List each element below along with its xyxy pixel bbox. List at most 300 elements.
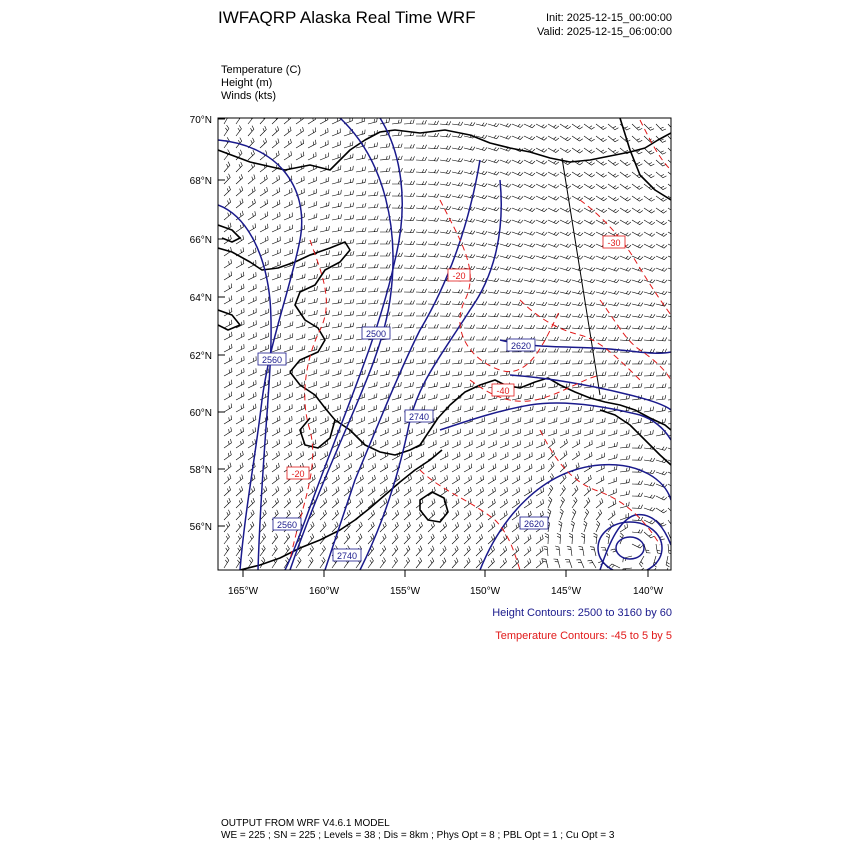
wind-barb (440, 452, 448, 460)
wind-barb (512, 255, 523, 259)
wind-barb (576, 560, 584, 568)
wind-barb (404, 534, 410, 544)
lon-label: 145°W (550, 586, 582, 597)
wind-barb (368, 288, 378, 292)
wind-barb (404, 300, 415, 304)
wind-barb (572, 314, 583, 318)
wind-barb (260, 199, 268, 208)
wind-barb (404, 217, 415, 221)
wind-barb (344, 335, 354, 341)
wind-barb (224, 427, 232, 436)
wind-barb (536, 535, 543, 544)
wind-barb (356, 167, 366, 173)
wind-barb (548, 208, 559, 212)
wind-barb (668, 508, 678, 514)
wind-barb (320, 214, 329, 220)
wind-barb (548, 160, 559, 164)
wind-barb (452, 218, 463, 222)
wind-barb (512, 208, 523, 212)
wind-barb (560, 267, 571, 271)
wind-barb (545, 533, 549, 544)
wind-barb (296, 345, 305, 352)
wind-barb (380, 240, 391, 244)
wind-barb (548, 450, 555, 460)
wind-barb (344, 227, 354, 232)
wind-barb (656, 384, 666, 389)
wind-barb (500, 255, 511, 259)
wind-barb (668, 208, 679, 213)
wind-barb (572, 451, 580, 460)
wind-barb (668, 384, 678, 388)
wind-barb (476, 231, 487, 235)
wind-barb (656, 291, 667, 295)
wind-barb (440, 158, 451, 161)
wind-barb (416, 218, 427, 222)
wind-barb (392, 119, 402, 124)
wind-barb (488, 278, 499, 281)
wind-barb (668, 172, 678, 178)
wind-barb (548, 439, 555, 449)
wind-barb (596, 279, 607, 283)
wind-barb (404, 394, 413, 400)
wind-barb (272, 392, 280, 400)
wind-barb (404, 370, 414, 376)
wind-barb (476, 183, 487, 187)
wind-barb (524, 124, 535, 128)
wind-barb (548, 406, 557, 412)
wind-barb (236, 332, 244, 340)
wind-barb (596, 498, 603, 508)
wind-barb (512, 535, 519, 545)
wind-barb (608, 383, 618, 388)
wind-barb (572, 497, 577, 508)
wind-barb (572, 124, 583, 129)
wind-barb (500, 290, 511, 294)
height-contour-line (360, 180, 501, 570)
wind-barb (548, 255, 559, 259)
wind-barb (308, 274, 317, 280)
wind-barb (536, 172, 547, 176)
wind-barb (656, 232, 667, 236)
wind-barb (224, 557, 229, 568)
wind-barb (596, 291, 607, 295)
wind-barb (320, 202, 329, 208)
wind-barb (464, 243, 475, 247)
wind-barb (596, 196, 607, 201)
lat-label: 56°N (189, 522, 212, 533)
wind-barb (560, 196, 571, 200)
wind-barb (656, 372, 666, 376)
lat-label: 64°N (189, 293, 212, 304)
wind-barb (272, 381, 280, 389)
wind-barb (464, 394, 473, 400)
wind-barb (644, 383, 654, 388)
wind-barb (464, 546, 470, 556)
wind-barb (668, 124, 678, 131)
wind-barb (368, 393, 377, 400)
wind-barb (536, 136, 547, 140)
wind-barb (236, 534, 242, 545)
wind-barb (332, 405, 340, 412)
wind-barb (644, 326, 655, 330)
wind-barb (452, 382, 462, 388)
height-label-box (333, 549, 361, 561)
wind-barb (632, 232, 643, 236)
map-title: IWFAQRP Alaska Real Time WRF (218, 8, 476, 27)
wind-barb (608, 124, 618, 130)
wind-barb (380, 382, 389, 388)
wind-barb (488, 135, 499, 139)
wind-barb (608, 454, 617, 460)
wind-barb (668, 448, 679, 452)
wind-barb (452, 464, 460, 472)
wind-barb (559, 521, 563, 532)
temperature-contour-label: -20 (452, 271, 466, 281)
wind-barb (668, 372, 678, 376)
wind-barb (224, 198, 231, 208)
wind-barb (356, 252, 366, 257)
wind-barb (248, 284, 256, 292)
wind-barb (500, 184, 511, 188)
wind-barb (488, 440, 496, 448)
wind-barb (464, 452, 472, 460)
wind-barb (524, 267, 535, 271)
wind-barb (416, 181, 427, 185)
wind-barb (596, 184, 607, 189)
wind-barb (248, 404, 256, 412)
wind-barb (560, 451, 567, 460)
wind-barb (392, 192, 403, 196)
wind-barb (536, 208, 547, 212)
wind-barb (416, 347, 426, 352)
height-contour-line (325, 160, 480, 570)
wind-barb (260, 212, 268, 220)
wind-barb (476, 302, 487, 306)
wind-barb (512, 243, 523, 247)
wind-barb (356, 534, 362, 544)
wind-barb (260, 138, 267, 148)
wind-barb (224, 392, 232, 400)
wind-barb (668, 268, 679, 272)
wind-barb (500, 243, 511, 247)
wind-barb (476, 348, 486, 352)
wind-barb (488, 464, 496, 472)
wind-barb (428, 289, 439, 293)
wind-barb (596, 476, 604, 484)
wind-barb (416, 193, 427, 197)
wind-barb (524, 394, 534, 400)
model-output-line: OUTPUT FROM WRF V4.6.1 MODEL (221, 818, 390, 829)
field-height-label: Height (m) (221, 77, 273, 89)
wind-barb (356, 522, 362, 532)
lat-label: 60°N (189, 408, 212, 419)
wind-barb (296, 262, 305, 268)
wind-barb (524, 184, 535, 188)
wind-barb (572, 172, 583, 177)
wind-barb (452, 406, 461, 413)
wind-barb (512, 511, 519, 520)
wind-barb (476, 313, 487, 317)
wind-barb (584, 452, 592, 460)
wind-barb (500, 452, 508, 460)
wind-barb (668, 419, 678, 424)
wind-barb (284, 486, 291, 496)
wind-barb (584, 291, 595, 295)
wind-barb (392, 510, 399, 520)
wind-barb (260, 175, 267, 184)
wind-barb (224, 534, 230, 545)
wind-barb (464, 159, 475, 163)
wind-barb (284, 188, 292, 196)
wind-barb (488, 290, 499, 294)
wind-barb (356, 154, 366, 160)
wind-barb (608, 256, 619, 260)
wind-barb (668, 279, 679, 283)
wind-barb (296, 225, 305, 232)
wind-barb (320, 140, 328, 148)
wind-barb (248, 344, 256, 352)
wind-barb (476, 123, 487, 127)
wind-barb (656, 279, 667, 283)
wind-barb (248, 368, 256, 376)
wind-barb (428, 522, 435, 532)
wind-barb (368, 142, 378, 148)
wind-barb (500, 278, 511, 282)
wind-barb (560, 279, 571, 283)
wind-barb (464, 429, 472, 436)
wind-barb (344, 534, 350, 544)
wind-barb (440, 534, 446, 544)
wind-barb (380, 252, 390, 256)
wind-barb (416, 487, 423, 496)
wind-barb (656, 256, 667, 260)
wind-barb (500, 441, 508, 449)
wind-barb (524, 302, 535, 306)
wind-barb (668, 148, 678, 154)
wind-barb (548, 418, 557, 425)
wind-barb (452, 475, 460, 484)
wind-barb (260, 475, 267, 484)
wind-barb (320, 189, 329, 196)
wind-barb (284, 534, 290, 544)
wind-barb (332, 323, 342, 329)
wind-barb (608, 326, 619, 330)
wind-barb (548, 394, 558, 400)
wind-barb (380, 264, 390, 268)
wind-barb (332, 311, 342, 316)
wind-barb (224, 510, 230, 520)
wind-barb (524, 208, 535, 212)
wind-barb (296, 127, 304, 136)
wind-barb (368, 264, 378, 268)
wind-barb (248, 522, 254, 532)
wind-barb (536, 267, 547, 271)
wind-barb (512, 452, 520, 460)
wind-barb (524, 325, 535, 329)
wind-barb (392, 347, 402, 352)
wind-barb (476, 464, 484, 472)
wind-barb (428, 546, 434, 556)
wind-barb (536, 160, 547, 164)
wind-barb (368, 118, 377, 124)
wind-barb (668, 160, 678, 166)
wind-barb (368, 475, 375, 484)
wind-barb (572, 486, 578, 496)
wind-barb (579, 546, 585, 556)
wind-barb (452, 146, 463, 150)
wind-barb (452, 134, 463, 137)
wind-barb (248, 439, 256, 448)
wind-barb (548, 497, 552, 508)
wind-barb (296, 115, 303, 124)
wind-barb (224, 125, 229, 136)
wind-barb (500, 219, 511, 223)
wind-barb (548, 184, 559, 188)
wind-barb (656, 314, 667, 318)
wind-barb (548, 136, 559, 141)
wind-barb (608, 220, 619, 224)
wind-barb (536, 441, 544, 448)
wind-barb (356, 264, 366, 269)
wind-barb (542, 559, 548, 568)
wind-barb (488, 159, 499, 163)
wind-barb (236, 344, 244, 352)
wind-barb (488, 487, 496, 496)
wind-barb (272, 273, 281, 280)
wind-barb (236, 392, 244, 400)
wind-barb (368, 557, 373, 568)
wind-barb (320, 116, 328, 124)
wind-barb (464, 183, 475, 187)
wind-barb (272, 126, 279, 136)
field-temperature-label: Temperature (C) (221, 64, 302, 76)
wind-barb (488, 417, 497, 424)
wind-barb (476, 243, 487, 247)
wind-barb (584, 244, 595, 248)
temperature-label-box (603, 236, 625, 248)
wind-barb (488, 171, 499, 175)
wind-barb (452, 207, 463, 211)
wind-barb (524, 360, 534, 364)
wind-barb (248, 308, 256, 316)
wind-barb (440, 371, 450, 376)
wind-barb (440, 522, 447, 532)
wind-barb (308, 405, 316, 413)
wind-barb (632, 457, 643, 461)
wind-barb (236, 475, 243, 485)
wind-barb (344, 311, 354, 316)
wind-barb (632, 303, 643, 307)
wind-barb (260, 439, 268, 448)
height-label-box (405, 410, 433, 422)
wind-barb (368, 382, 377, 388)
wind-barb (464, 325, 475, 329)
wind-barb (656, 244, 667, 248)
wind-barb (332, 370, 341, 376)
wind-barb (596, 453, 604, 460)
wind-barb (476, 546, 482, 556)
wind-barb (236, 522, 242, 532)
wind-barb (596, 429, 605, 436)
temperature-label-box (287, 467, 309, 479)
wind-barb (452, 122, 463, 125)
wind-barb (524, 464, 532, 472)
wind-barb (584, 371, 594, 376)
wind-barb (500, 124, 511, 128)
wind-barb (572, 302, 583, 306)
wind-barb (248, 332, 256, 340)
wind-barb (452, 499, 459, 508)
wind-barb (236, 125, 241, 136)
wind-barb (416, 277, 427, 281)
wind-barb (248, 356, 256, 364)
wind-barb (512, 476, 520, 484)
wind-barb (500, 534, 507, 544)
wind-barb (464, 522, 471, 532)
wind-barb (260, 126, 266, 136)
wind-barb (392, 546, 398, 556)
wind-barb (572, 371, 582, 376)
wind-barb (572, 196, 583, 201)
wind-barb (644, 291, 655, 295)
wind-barb (428, 499, 435, 508)
wind-barb (590, 547, 596, 556)
wind-barb (500, 417, 509, 424)
wind-barb (464, 534, 471, 544)
wind-barb (637, 568, 644, 577)
wind-barb (368, 179, 378, 184)
wind-barb (248, 211, 256, 220)
wind-barb (644, 360, 654, 364)
wind-barb (452, 534, 458, 544)
wind-barb (392, 241, 403, 245)
wind-barb (548, 220, 559, 224)
coastline-north-slope (218, 130, 671, 170)
wind-barb (548, 172, 559, 176)
wind-barb (632, 383, 642, 388)
wind-barb (248, 223, 256, 232)
wind-barb (584, 314, 595, 317)
wind-barb (368, 463, 376, 472)
wind-barb (368, 204, 378, 208)
wind-barb (308, 369, 317, 376)
wind-barb (248, 150, 255, 160)
wind-barb (488, 429, 497, 436)
wind-barb (572, 244, 583, 248)
wind-barb (392, 276, 403, 280)
wind-barb (332, 178, 341, 184)
wind-barb (332, 251, 342, 256)
wind-barb (284, 139, 291, 148)
wind-barb (452, 183, 463, 187)
wind-barb (668, 256, 679, 260)
wind-barb (248, 162, 255, 172)
wind-barb (224, 368, 232, 376)
wind-barb (656, 544, 661, 554)
wind-barb (308, 152, 316, 160)
wind-barb (344, 452, 352, 461)
wind-barb (452, 522, 459, 532)
wind-barb (392, 288, 403, 292)
wind-barb (620, 220, 631, 225)
wind-barb (332, 510, 339, 520)
height-contour-label: 2560 (261, 355, 283, 365)
wind-barb (236, 296, 244, 304)
wind-barb (608, 268, 619, 272)
wind-barb (488, 302, 499, 306)
wind-barb (560, 172, 571, 177)
wind-barb (536, 279, 547, 283)
